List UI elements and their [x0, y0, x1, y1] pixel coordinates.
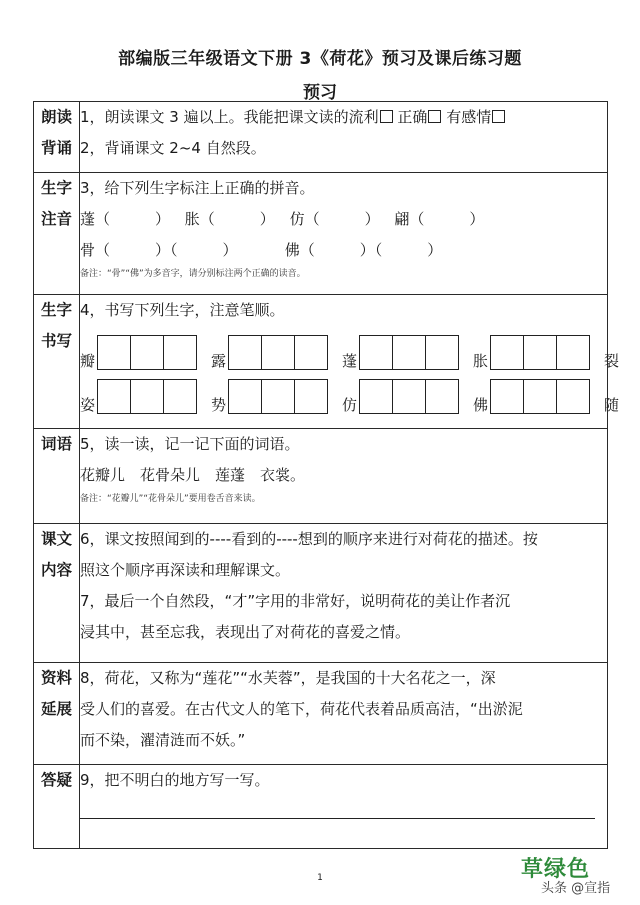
pinyin-blank-gu[interactable]: 骨（ ）（ ）: [80, 241, 238, 259]
grid-char: 瓣: [80, 352, 96, 370]
grid-char: 裂: [604, 352, 620, 370]
writing-grid[interactable]: [490, 379, 590, 414]
opt-correct: 正确: [397, 108, 428, 126]
content-p7b: 浸其中，甚至忘我，表现出了对荷花的喜爱之情。: [80, 623, 411, 641]
answer-line[interactable]: [80, 818, 595, 819]
writing-grid[interactable]: [97, 379, 197, 414]
row-reading: [34, 102, 608, 173]
writing-grid[interactable]: [97, 335, 197, 370]
grid-char: 胀: [473, 352, 489, 370]
content-p6a: 6，课文按照闻到的----看到的----想到的顺序来进行对荷花的描述。按: [80, 530, 538, 548]
pinyin-blank-peng[interactable]: 蓬（ ）: [80, 210, 171, 228]
pinyin-blank-zhang[interactable]: 胀（ ）: [184, 210, 275, 228]
label-extension: 资料 延展: [34, 663, 80, 765]
words-q5: 5，读一读，记一记下面的词语。: [80, 435, 300, 453]
pinyin-blank-fo[interactable]: 佛（ ）（ ）: [284, 241, 443, 259]
pinyin-blank-pian[interactable]: 翩（ ）: [394, 210, 485, 228]
watermark-brand: 草绿色: [521, 857, 591, 882]
words-list: 花瓣儿 花骨朵儿 莲蓬 衣裳。: [80, 466, 306, 484]
content-pinyin: [80, 173, 608, 295]
label-words: 词语: [34, 429, 80, 524]
row-writing: [34, 295, 608, 429]
grid-char: 姿: [80, 396, 96, 414]
row-extension: [34, 663, 608, 765]
writing-grid[interactable]: [359, 335, 459, 370]
checkbox-fluent[interactable]: [380, 110, 393, 123]
content-extension: [80, 663, 608, 765]
row-words: [34, 429, 608, 524]
worksheet-table: [33, 101, 620, 849]
questions-q9: 9，把不明白的地方写一写。: [80, 771, 270, 789]
label-content: 课文 内容: [34, 524, 80, 663]
content-reading: [80, 102, 608, 173]
opt-emotion: 有感情: [446, 108, 492, 126]
writing-grid[interactable]: [490, 335, 590, 370]
pinyin-q3: 3，给下列生字标注上正确的拼音。: [80, 179, 315, 197]
content-p6b: 照这个顺序再深读和理解课文。: [80, 561, 291, 579]
grid-char: 仿: [342, 396, 358, 414]
reading-q2: 2，背诵课文 2~4 自然段。: [80, 139, 266, 157]
label-reading: 朗读 背诵: [34, 102, 80, 173]
extension-p8a: 8，荷花，又称为“莲花”“水芙蓉”，是我国的十大名花之一，深: [80, 669, 496, 687]
row-questions: [34, 765, 608, 849]
writing-grid[interactable]: [228, 335, 328, 370]
extension-p8b: 受人们的喜爱。在古代文人的笔下，荷花代表着品质高洁，“出淤泥: [80, 700, 523, 718]
label-writing: 生字 书写: [34, 295, 80, 429]
reading-q1: 1，朗读课文 3 遍以上。我能把课文读的流利: [80, 108, 379, 126]
content-writing: [80, 295, 620, 429]
writing-grid[interactable]: [228, 379, 328, 414]
extension-p8c: 而不染，濯清涟而不妖。”: [80, 731, 246, 749]
content-words: [80, 429, 608, 524]
row-pinyin: [34, 173, 608, 295]
content-questions: [80, 765, 608, 849]
writing-grid[interactable]: [359, 379, 459, 414]
grid-char: 势: [211, 396, 227, 414]
page-title: 部编版三年级语文下册 3《荷花》预习及课后练习题: [118, 49, 522, 69]
grid-char: 露: [211, 352, 227, 370]
content-text: [80, 524, 608, 663]
grid-char: 佛: [473, 396, 489, 414]
grid-char: 随: [604, 396, 620, 414]
pinyin-blank-fang[interactable]: 仿（ ）: [289, 210, 380, 228]
checkbox-emotion[interactable]: [492, 110, 505, 123]
checkbox-correct[interactable]: [428, 110, 441, 123]
pinyin-note: 备注：“骨”“佛”为多音字，请分别标注两个正确的读音。: [80, 269, 306, 279]
label-pinyin: 生字 注音: [34, 173, 80, 295]
writing-q4: 4，书写下列生字，注意笔顺。: [80, 301, 285, 319]
writing-grid-row-2: [80, 370, 620, 414]
content-p7a: 7，最后一个自然段，“才”字用的非常好，说明荷花的美让作者沉: [80, 592, 511, 610]
page-subtitle: 预习: [303, 83, 337, 103]
row-content: [34, 524, 608, 663]
page-number: 1: [317, 873, 323, 883]
label-questions: 答疑: [34, 765, 80, 849]
watermark-handle: 头条 @宣指: [541, 881, 611, 896]
writing-grid-row-1: [80, 326, 620, 370]
grid-char: 蓬: [342, 352, 358, 370]
words-note: 备注：“花瓣儿”“花骨朵儿”要用卷舌音来读。: [80, 494, 261, 504]
